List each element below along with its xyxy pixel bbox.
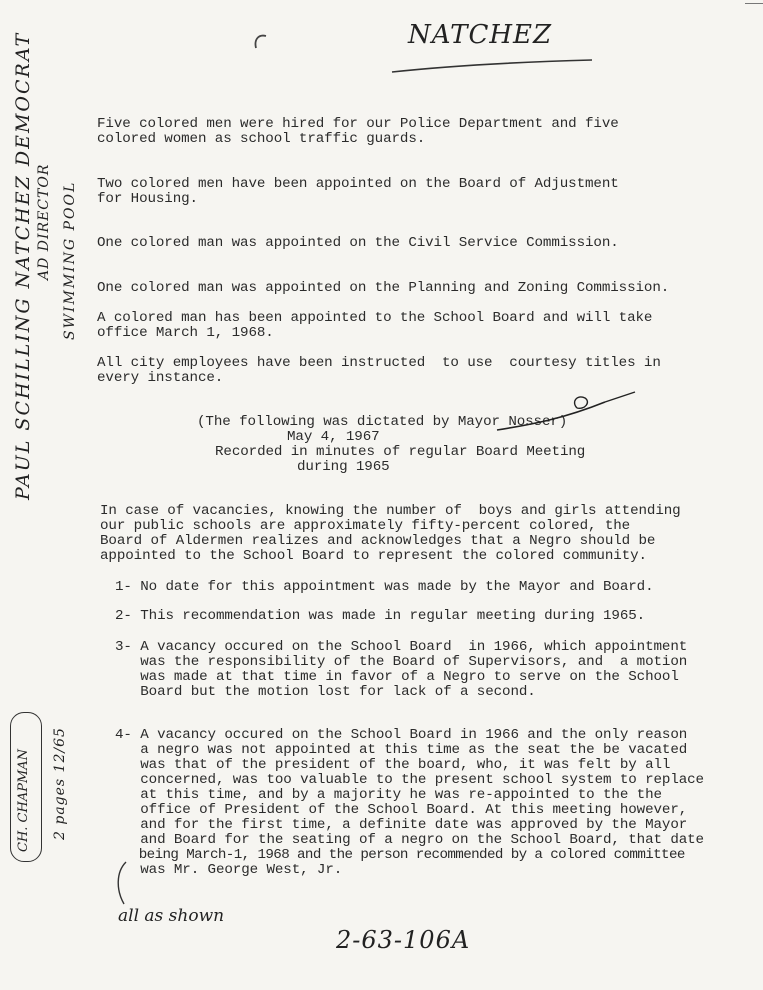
text-line: every instance. bbox=[97, 370, 224, 386]
stamp-note-text: 2 pages 12/65 bbox=[52, 727, 68, 840]
text-line: office March 1, 1968. bbox=[97, 325, 274, 341]
text-line: at this time, and by a majority he was re-appointed to the the bbox=[115, 787, 662, 803]
text-line: Two colored men have been appointed on the Board of Adjustment bbox=[97, 176, 619, 192]
text-line: was made at that time in favor of a Negro to serve on the School bbox=[115, 669, 679, 685]
text-line: Board of Aldermen realizes and acknowledges that a Negro should be bbox=[100, 533, 656, 549]
margin-note-paul-schilling: PAUL SCHILLING NATCHEZ DEMOCRAT bbox=[12, 31, 34, 500]
text-line: All city employees have been instructed to use courtesy titles in bbox=[97, 355, 661, 371]
bottom-handwritten-note: all as shown bbox=[118, 906, 225, 926]
text-line: 1- No date for this appointment was made by the Mayor and Board. bbox=[115, 579, 654, 595]
text-line: our public schools are approximately fifty-percent colored, the bbox=[100, 518, 631, 534]
bracket-mark bbox=[112, 858, 132, 908]
pen-mark bbox=[248, 30, 272, 54]
mayor-underline bbox=[485, 386, 645, 436]
text-line: concerned, was too valuable to the present school system to replace bbox=[115, 772, 704, 788]
text-line: and for the first time, a definite date was approved by the Mayor bbox=[115, 817, 688, 833]
document-number: 2-63-106A bbox=[336, 926, 471, 954]
text-line: office of President of the School Board. At this meeting however, bbox=[115, 802, 688, 818]
text-line: 3- A vacancy occured on the School Board in 1966, which appointment bbox=[115, 639, 688, 655]
text-line: being March-1, 1968 and the person recommended by a colored committee bbox=[115, 847, 685, 863]
text-line: for Housing. bbox=[97, 191, 198, 207]
dictation-line-2: May 4, 1967 bbox=[287, 429, 380, 445]
text-line: A colored man has been appointed to the School Board and will take bbox=[97, 310, 653, 326]
header-underline bbox=[388, 54, 598, 78]
text-line: Five colored men were hired for our Police Department and five bbox=[97, 116, 619, 132]
text-line: Board but the motion lost for lack of a second. bbox=[115, 684, 536, 700]
text-line: a negro was not appointed at this time as the seat the be vacated bbox=[115, 742, 688, 758]
dictation-line-1: (The following was dictated by Mayor Nosser) bbox=[197, 414, 568, 430]
handwritten-header: NATCHEZ bbox=[408, 20, 553, 50]
text-line: and Board for the seating of a negro on the School Board, that date bbox=[115, 832, 704, 848]
text-line: 2- This recommendation was made in regular meeting during 1965. bbox=[115, 608, 646, 624]
text-line: was Mr. George West, Jr. bbox=[115, 862, 343, 878]
dictation-line-3: Recorded in minutes of regular Board Meeting bbox=[215, 444, 586, 460]
text-line: was that of the president of the board, who, it was felt by all bbox=[115, 757, 671, 773]
margin-note-ad-director: AD DIRECTOR bbox=[36, 163, 52, 280]
text-line: was the responsibility of the Board of Supervisors, and a motion bbox=[115, 654, 688, 670]
text-line: One colored man was appointed on the Civil Service Commission. bbox=[97, 235, 619, 251]
text-line: appointed to the School Board to represent the colored community. bbox=[100, 548, 647, 564]
margin-note-swimming-pool: SWIMMING POOL bbox=[62, 180, 78, 340]
stamp-box-text: CH. CHAPMAN bbox=[16, 748, 31, 852]
scan-edge-line bbox=[745, 0, 763, 4]
text-line: In case of vacancies, knowing the number of boys and girls attending bbox=[100, 503, 681, 519]
text-line: colored women as school traffic guards. bbox=[97, 131, 426, 147]
text-line: 4- A vacancy occured on the School Board in 1966 and the only reason bbox=[115, 727, 688, 743]
dictation-line-4: during 1965 bbox=[297, 459, 390, 475]
text-line: One colored man was appointed on the Planning and Zoning Commission. bbox=[97, 280, 670, 296]
